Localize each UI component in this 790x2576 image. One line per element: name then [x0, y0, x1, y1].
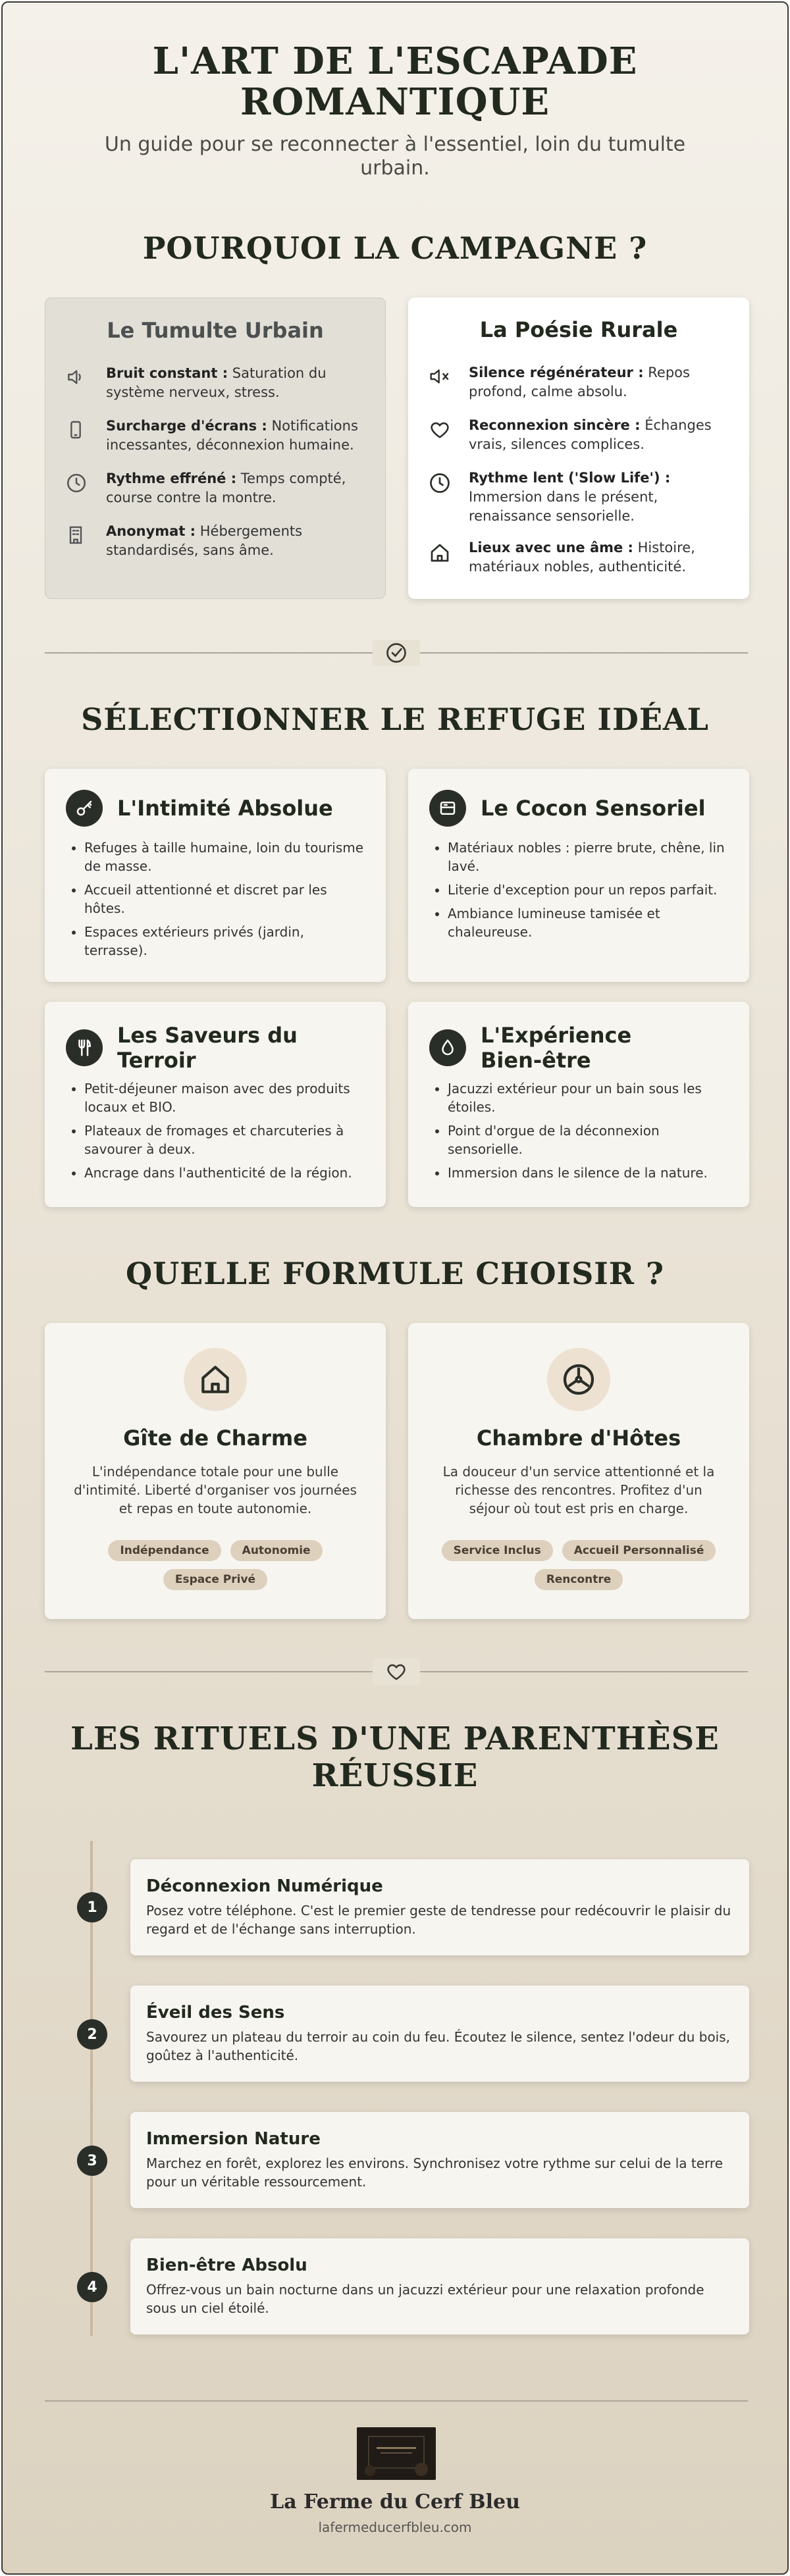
urban-item: Bruit constant : Saturation du système nerveux, stress.	[65, 364, 365, 402]
refuge-card-title: L'Intimité Absolue	[117, 796, 333, 821]
ritual-step-title: Immersion Nature	[146, 2129, 321, 2149]
urban-item: Anonymat : Hébergements standardisés, sans âme.	[65, 522, 365, 560]
tag-list	[65, 1540, 366, 1590]
logo-image	[357, 2427, 436, 2480]
card-rural	[408, 297, 749, 599]
bullet-item: • Petit-déjeuner maison avec des produits locaux et BIO.	[84, 1079, 366, 1116]
bullet-item: • Espaces extérieurs privés (jardin, terrasse).	[84, 923, 366, 960]
bullet-item: • Refuges à taille humaine, loin du tourisme de masse.	[84, 838, 366, 875]
phone-icon	[65, 419, 86, 440]
bullet-item: • Matériaux nobles : pierre brute, chêne, lin lavé.	[448, 838, 729, 875]
ritual-step-desc: Posez votre téléphone. C'est le premier geste de tendresse pour redécouvrir le plaisir du regard et de l'échange sans interruption.	[146, 1903, 731, 1937]
bullet-item: • Accueil attentionné et discret par les hôtes.	[84, 881, 366, 917]
refuge-card	[408, 769, 749, 982]
bed-icon	[438, 798, 458, 818]
heart-icon	[428, 419, 452, 441]
footer-url[interactable]: lafermeducerfbleu.com	[318, 2519, 472, 2535]
bullet-item: • Ancrage dans l'authenticité de la région.	[84, 1164, 366, 1182]
bullet-item: • Immersion dans le silence de la nature.	[448, 1164, 729, 1182]
refuge-card-title: L'Expérience Bien-être	[481, 1023, 632, 1073]
urban-item: Rythme effréné : Temps compté, course contre la montre.	[65, 469, 365, 507]
footer-brand-name: La Ferme du Cerf Bleu	[270, 2490, 520, 2513]
rural-title: La Poésie Rurale	[479, 317, 678, 342]
ritual-step	[130, 1986, 749, 2082]
section-title-refuge: SÉLECTIONNER LE REFUGE IDÉAL	[81, 702, 709, 737]
step-number: 1	[77, 1892, 107, 1922]
home-icon	[428, 541, 452, 565]
tag: Autonomie	[230, 1540, 323, 1561]
utensils-icon	[74, 1038, 94, 1058]
formula-card-desc: La douceur d'un service attentionné et la richesse des rencontres. Profitez d'un séjour où tout est pris en charge.	[442, 1464, 715, 1516]
key-icon	[74, 798, 94, 818]
tag: Accueil Personnalisé	[562, 1540, 716, 1561]
step-number: 3	[77, 2146, 107, 2176]
tag: Service Inclus	[442, 1540, 553, 1561]
bullet-item: • Plateaux de fromages et charcuteries à savourer à deux.	[84, 1121, 366, 1158]
infographic-page	[1, 1, 789, 2575]
heart-icon	[384, 1661, 408, 1683]
formula-card-title: Gîte de Charme	[123, 1426, 307, 1451]
drop-icon	[438, 1038, 458, 1058]
tag: Espace Privé	[163, 1569, 267, 1590]
ritual-step-desc: Savourez un plateau du terroir au coin du feu. Écoutez le silence, sentez l'odeur du bois, goûtez à l'authenticité.	[146, 2029, 731, 2063]
section-title-rituals: LES RITUELS D'UNE PARENTHÈSE RÉUSSIE	[70, 1720, 720, 1794]
clock-icon	[65, 472, 88, 494]
ritual-step	[130, 2238, 749, 2334]
formula-card	[45, 1323, 386, 1619]
card-urban	[45, 297, 386, 599]
ritual-step	[130, 1859, 749, 1955]
ritual-step-desc: Offrez-vous un bain nocturne dans un jacuzzi extérieur pour une relaxation profonde sous un ciel étoilé.	[146, 2282, 704, 2316]
ritual-step-title: Bien-être Absolu	[146, 2255, 307, 2275]
section-title-why: POURQUOI LA CAMPAGNE ?	[142, 230, 648, 266]
refuge-card-title: Le Cocon Sensoriel	[481, 796, 706, 821]
footer-divider	[45, 2400, 748, 2402]
clock-icon	[428, 471, 452, 495]
page-title: L'ART DE L'ESCAPADE ROMANTIQUE	[152, 39, 638, 124]
ritual-step-title: Éveil des Sens	[146, 2003, 285, 2022]
mute-icon	[428, 366, 452, 387]
step-number: 4	[77, 2272, 107, 2302]
divider-badge	[373, 640, 420, 666]
bullet-item: • Point d'orgue de la déconnexion sensorielle.	[448, 1121, 729, 1158]
section-title-formula: QUELLE FORMULE CHOISIR ?	[125, 1256, 665, 1291]
speaker-icon	[65, 367, 86, 388]
refuge-card	[45, 769, 386, 982]
refuge-card	[45, 1002, 386, 1207]
formula-card-title: Chambre d'Hôtes	[476, 1426, 681, 1451]
urban-title: Le Tumulte Urbain	[107, 318, 324, 343]
ritual-step-title: Déconnexion Numérique	[146, 1876, 383, 1896]
rural-item: Reconnexion sincère : Échanges vrais, silences complices.	[428, 416, 729, 454]
tag: Rencontre	[535, 1569, 623, 1590]
divider-badge	[373, 1659, 420, 1685]
rural-item: Rythme lent ('Slow Life') : Immersion dans le présent, renaissance sensorielle.	[428, 469, 729, 526]
bullet-item: • Jacuzzi extérieur pour un bain sous les étoiles.	[448, 1079, 729, 1116]
step-number: 2	[77, 2019, 107, 2049]
bullet-item: • Literie d'exception pour un repos parfait.	[448, 881, 729, 899]
refuge-card	[408, 1002, 749, 1207]
service-icon	[560, 1361, 597, 1398]
rural-item: Silence régénérateur : Repos profond, calme absolu.	[428, 363, 729, 401]
formula-card	[408, 1323, 749, 1619]
formula-card-desc: L'indépendance totale pour une bulle d'intimité. Liberté d'organiser vos journées et repas en toute autonomie.	[74, 1464, 357, 1516]
urban-item: Surcharge d'écrans : Notifications incessantes, déconnexion humaine.	[65, 417, 365, 455]
home-icon	[197, 1361, 234, 1398]
check-circle-icon	[384, 641, 408, 665]
ritual-step-desc: Marchez en forêt, explorez les environs. Synchronisez votre rythme sur celui de la terre pour un véritable ressourcement.	[146, 2155, 723, 2190]
tag: Indépendance	[108, 1540, 221, 1561]
tag-list	[428, 1540, 729, 1590]
rural-item: Lieux avec une âme : Histoire, matériaux nobles, authenticité.	[428, 538, 729, 577]
ritual-step	[130, 2112, 749, 2208]
building-icon	[65, 525, 86, 546]
bullet-item: • Ambiance lumineuse tamisée et chaleureuse.	[448, 904, 729, 941]
refuge-card-title: Les Saveurs du Terroir	[117, 1023, 298, 1073]
page-subtitle: Un guide pour se reconnecter à l'essentiel, loin du tumulte urbain.	[104, 133, 686, 180]
